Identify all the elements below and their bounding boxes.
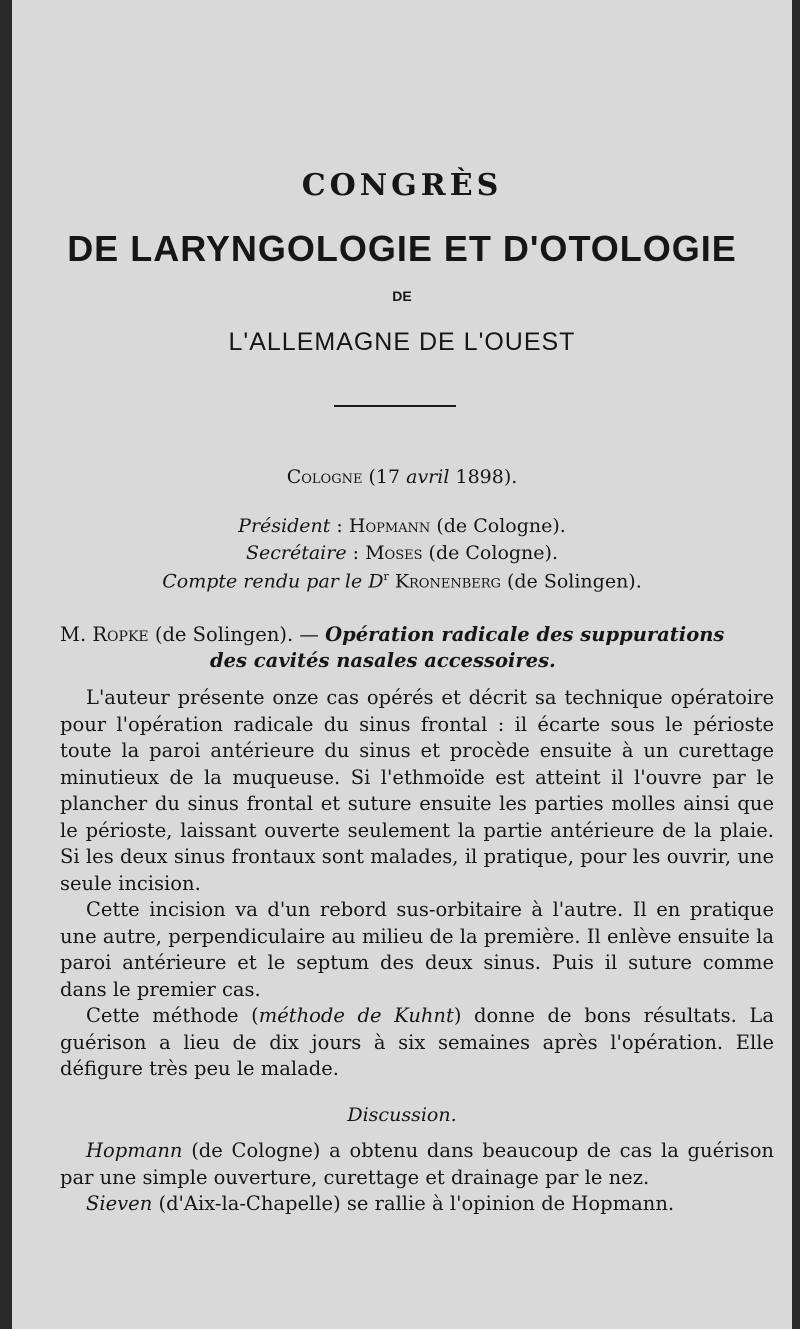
compte-name: Kronenberg xyxy=(388,570,501,593)
congress-de: DE xyxy=(392,288,412,304)
president-name: Hopmann xyxy=(348,515,431,537)
meeting-date-pre: (17 xyxy=(362,466,407,488)
author-city: (de Solingen). — xyxy=(148,623,326,646)
meeting-date-post: 1898). xyxy=(449,466,518,488)
meeting-place-date xyxy=(12,466,792,488)
president-label: Président xyxy=(238,515,331,537)
author-prefix: M. xyxy=(60,623,93,646)
discussion-hopmann xyxy=(60,1138,774,1191)
congress-title: CONGRÈS xyxy=(301,168,503,203)
hopmann-text: (de Cologne) a obtenu dans beaucoup de cas la guérison par une simple ouverture, curettage et drainage par le nez. xyxy=(60,1139,774,1189)
secretaire-name: Moses xyxy=(365,542,423,564)
congress-region: L'ALLEMAGNE DE L'OUEST xyxy=(228,328,576,356)
sieven-text: (d'Aix-la-Chapelle) se rallie à l'opinion de Hopmann. xyxy=(152,1192,675,1215)
article-title-line2-wrap xyxy=(210,648,710,674)
congress-subtitle: DE LARYNGOLOGIE ET D'OTOLOGIE xyxy=(67,228,737,269)
sieven-name: Sieven xyxy=(86,1192,153,1215)
president-line xyxy=(12,515,792,537)
article-heading xyxy=(60,622,774,648)
article-title-line2: des cavités nasales accessoires. xyxy=(210,649,556,672)
discussion-heading: Discussion. xyxy=(347,1104,457,1126)
meeting-place: Cologne xyxy=(286,466,363,488)
paragraph-2: Cette incision va d'un rebord sus-orbitaire à l'autre. Il en pratique une autre, perpendiculaire au milieu de la première. Il enlève ensuite la paroi antérieure et le septum des deux sinus. Puis il suture comme dans le premier cas. xyxy=(60,898,774,1001)
president-sep: : xyxy=(330,515,349,537)
paragraph-3-post: ) donne de bons résultats. La guérison a lieu de dix jours à six semaines après l'opération. Elle défigure très peu le malade. xyxy=(60,1004,774,1080)
document-page xyxy=(12,0,792,1329)
secretaire-label: Secrétaire xyxy=(245,542,347,564)
paragraph-1: L'auteur présente onze cas opérés et décrit sa technique opératoire pour l'opération radicale du sinus frontal : il écarte sous le périoste toute la paroi antérieure du sinus et procède ensuite à un curettage minutieux de la muqueuse. Si l'ethmoïde est atteint il l'ouvre par le plancher du sinus frontal et suture ensuite les parties molles ainsi que le périoste, laissant ouverte seulement la partie antérieure de la plaie. Si les deux sinus frontaux sont malades, il pratique, pour les ouvrir, une seule incision. xyxy=(60,686,774,895)
secretaire-line xyxy=(12,542,792,564)
discussion-body xyxy=(60,1138,774,1218)
paragraph-3 xyxy=(60,1003,774,1083)
president-city: (de Cologne). xyxy=(430,515,566,537)
hopmann-name: Hopmann xyxy=(86,1139,183,1162)
article-title-line1: Opération radicale des suppurations xyxy=(325,623,725,646)
author-name: Ropke xyxy=(92,623,149,646)
secretaire-sep: : xyxy=(346,542,366,564)
compte-label: Compte rendu par le D xyxy=(162,570,384,593)
discussion-sieven xyxy=(60,1191,774,1218)
paragraph-3-italic: méthode de Kuhnt xyxy=(258,1004,454,1027)
compte-city: (de Solingen). xyxy=(500,570,642,593)
article-body xyxy=(60,685,774,1083)
paragraph-3-pre: Cette méthode ( xyxy=(86,1004,259,1027)
secretaire-city: (de Cologne). xyxy=(422,542,558,564)
compte-rendu-line xyxy=(12,570,792,592)
title-divider xyxy=(334,405,456,407)
compte-sup: r xyxy=(383,570,389,583)
meeting-date-month: avril xyxy=(406,466,450,488)
